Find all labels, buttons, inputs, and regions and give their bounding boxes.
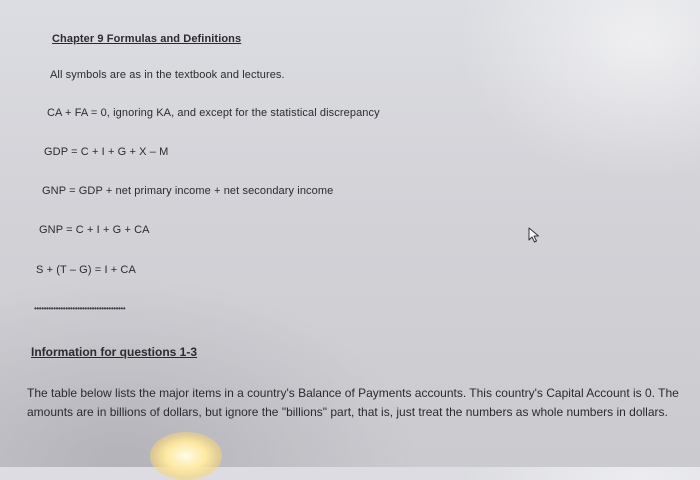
- formula-gnp-income: GNP = GDP + net primary income + net secondary income: [42, 185, 334, 197]
- dotted-separator: ••••••••••••••••••••••••••••••••••••••: [34, 304, 126, 313]
- mouse-pointer-icon: [526, 226, 544, 244]
- formula-gnp-ca: GNP = C + I + G + CA: [39, 224, 150, 236]
- formula-gdp: GDP = C + I + G + X – M: [44, 146, 169, 158]
- formula-savings: S + (T – G) = I + CA: [36, 264, 136, 276]
- info-heading: Information for questions 1-3: [31, 345, 198, 359]
- formula-ca-fa: CA + FA = 0, ignoring KA, and except for the statistical discrepancy: [47, 107, 380, 119]
- page-title: Chapter 9 Formulas and Definitions: [52, 33, 242, 45]
- info-paragraph: The table below lists the major items in a country's Balance of Payments accounts. This country's Capital Account is 0. The amounts are in billions of dollars, but ignore the "billions" part, that is, just treat the numbers as whole numbers in dollars.: [27, 386, 679, 419]
- intro-note: All symbols are as in the textbook and lectures.: [50, 69, 285, 81]
- light-glare: [150, 432, 222, 480]
